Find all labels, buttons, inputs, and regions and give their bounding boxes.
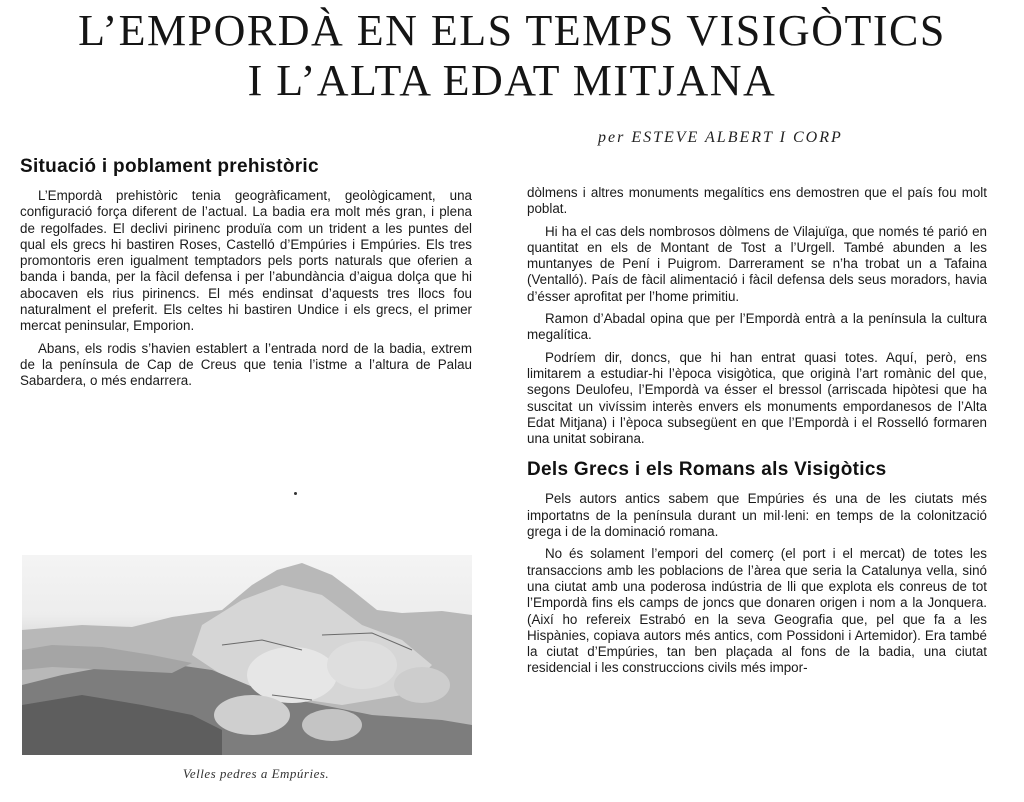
paragraph: L’Empordà prehistòric tenia geogràficament, geològicament, una configuració força diferent de l’actual. La badia era molt més gran, i plena de regolfades. El declivi pirinenc produïa com un trident a les puntes del qual els grecs hi bastiren Roses, Castelló d’Empúries i Empúries. Els tres promontoris eren igualment temptadors pels ports naturals que oferien a banda i banda, per la fàcil defensa i per l’abundància d’aigua dolça que hi abocaven els rius pirinencs. El més endinsat d’aquests tres llocs fou naturalment el preferit. Els celtes hi bastiren Undice i els grecs, el primer mercat peninsular, Emporion. (20, 188, 472, 334)
byline: per ESTEVE ALBERT I CORP (598, 129, 843, 146)
paragraph: Pels autors antics sabem que Empúries és una de les ciutats més importatns de la península durant un mil·leni: en temps de la colonització grega i de la dominació romana. (527, 491, 987, 540)
left-column (20, 152, 472, 396)
paragraph: No és solament l’empori del comerç (el port i el mercat) de totes les transaccions amb les poblacions de l’àrea que seria la Catalunya vella, sinó una ciutat amb una poderosa indústria de lli que explota els conreus de tot l’Empordà fins els camps de joncs que donaren origen i nom a la Jonquera. (Així ho refereix Estrabó en la seva Geografia que, pel que fa a les Hispànies, copiava autors més antics, com Possidoni i Artemidor). Era també la ciutat d’Empúries, tan ben plaçada al fons de la badia, una ciutat residencial i les construccions civils més impor- (527, 546, 987, 676)
section-heading-greeks-romans: Dels Grecs i els Romans als Visigòtics (527, 459, 887, 481)
paragraph: Abans, els rodis s’havien establert a l’entrada nord de la badia, extrem de la península de Cap de Creus que tenia l’istme a l’altura de Palau Sabardera, o més endarrera. (20, 340, 472, 389)
decorative-dot (294, 492, 297, 495)
paragraph: dòlmens i altres monuments megalítics ens demostren que el país fou molt poblat. (527, 185, 987, 217)
title-line-1: L’EMPORDÀ EN ELS TEMPS VISIGÒTICS (78, 6, 946, 55)
title-line-2: I L’ALTA EDAT MITJANA (247, 56, 777, 105)
photo-caption: Velles pedres a Empúries. (182, 766, 330, 781)
article-title (0, 6, 1024, 106)
paragraph: Hi ha el cas dels nombrosos dòlmens de Vilajuïga, que només té parió en quantitat en els de Montant de Tost a l’Urgell. També abunden a les muntanyes de Pení i Puigrom. Darrerament se n’ha trobat un a Tafaina (Ventalló). País de fàcil alimentació i fàcil defensa dels seus moradors, havia d’ésser aprofitat per l’home primitiu. (527, 223, 987, 304)
paragraph: Ramon d’Abadal opina que per l’Empordà entrà a la península la cultura megalítica. (527, 311, 987, 343)
section-heading-prehistoric: Situació i poblament prehistòric (20, 156, 319, 177)
photo-stones-empuries (22, 555, 472, 755)
right-column (527, 185, 987, 683)
paragraph: Podríem dir, doncs, que hi han entrat quasi totes. Aquí, però, ens limitarem a estudiar-hi l’època visigòtica, que originà l’art romànic del que, segons Deulofeu, l’Empordà va ésser el bressol (arriscada hipòtesi que ha suscitat un vivíssim interès envers els monuments empordanesos de l’Alta Edat Mitjana) i l’època subsegüent en que l’Empordà i el Rosselló formaren una unitat sobirana. (527, 349, 987, 447)
